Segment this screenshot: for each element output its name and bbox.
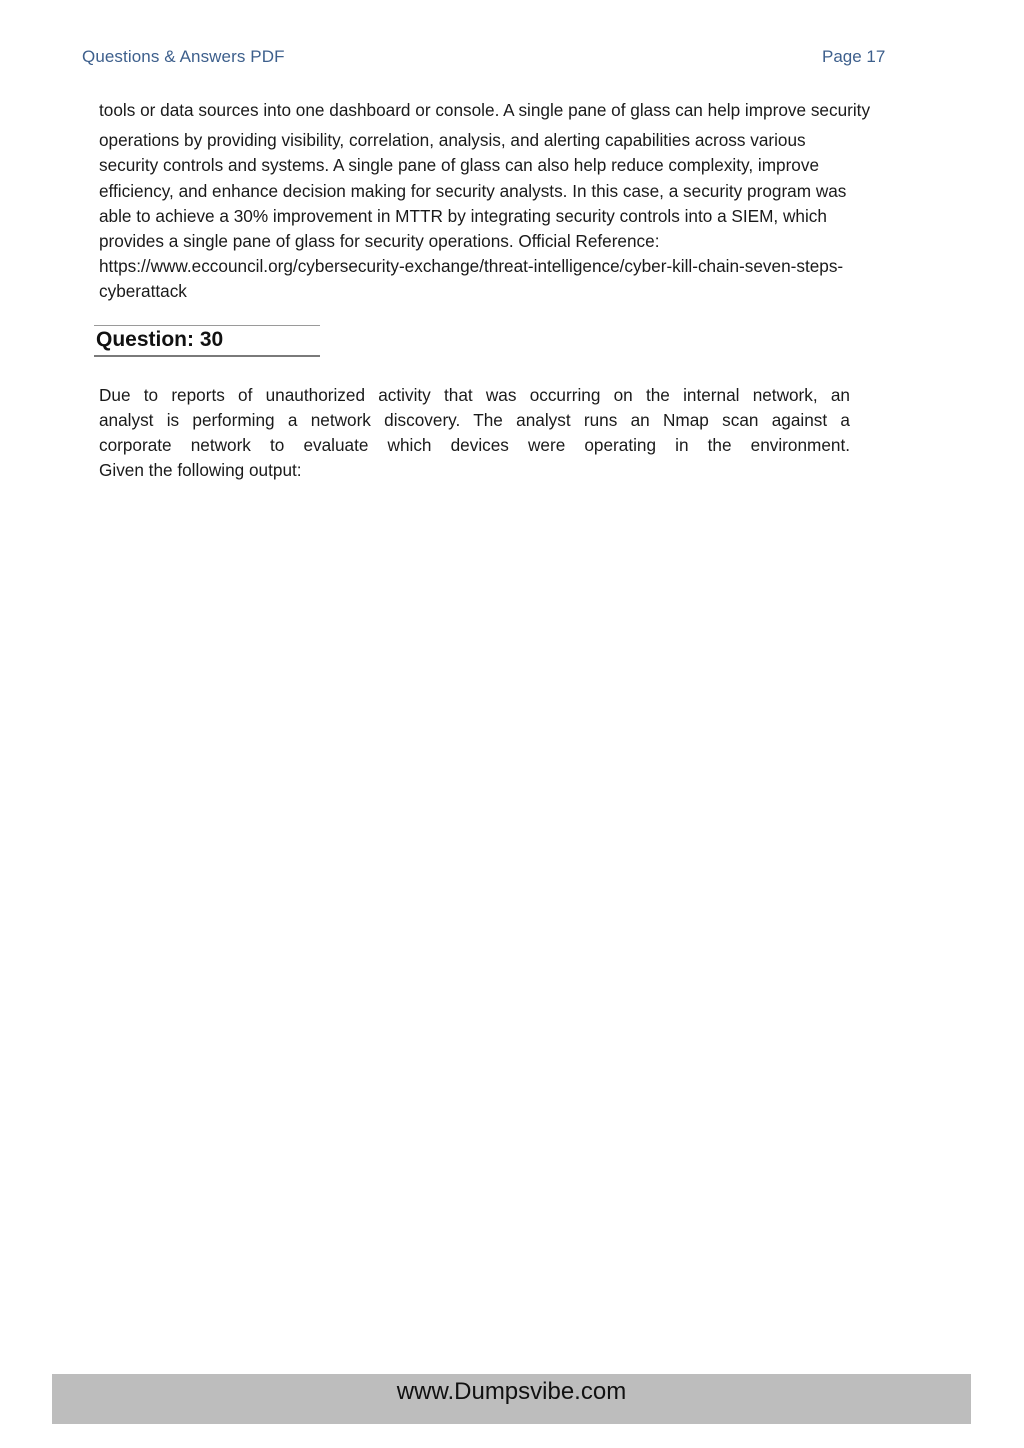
document-header-title: Questions & Answers PDF: [82, 47, 285, 66]
reference-url-line: cyberattack: [99, 281, 187, 302]
question-line: Due to reports of unauthorized activity that was occurring on the internal network, an: [99, 385, 850, 405]
previous-answer-explanation: [99, 98, 979, 305]
footer-bar: [52, 1374, 971, 1424]
question-title: Question: 30: [96, 328, 224, 351]
question-line: corporate network to evaluate which devices were operating in the environment.: [99, 435, 850, 455]
question-body: [99, 383, 850, 483]
page-number: Page 17: [822, 47, 886, 66]
question-line: analyst is performing a network discovery. The analyst runs an Nmap scan against a: [99, 410, 850, 430]
question-heading-box: [94, 325, 320, 357]
explanation-line: operations by providing visibility, correlation, analysis, and alerting capabilities across various: [99, 130, 806, 151]
explanation-line: provides a single pane of glass for security operations. Official Reference:: [99, 231, 660, 252]
footer-website: www.Dumpsvibe.com: [396, 1378, 627, 1405]
explanation-line: tools or data sources into one dashboard or console. A single pane of glass can help improve security: [99, 100, 871, 120]
explanation-line: able to achieve a 30% improvement in MTTR by integrating security controls into a SIEM, which: [99, 205, 827, 226]
explanation-line: efficiency, and enhance decision making for security analysts. In this case, a security program was: [99, 180, 847, 201]
question-line: Given the following output:: [99, 460, 302, 480]
explanation-line: security controls and systems. A single pane of glass can also help reduce complexity, improve: [99, 155, 820, 176]
reference-url-line: https://www.eccouncil.org/cybersecurity-exchange/threat-intelligence/cyber-kill-chain-seven-steps-: [99, 256, 844, 277]
